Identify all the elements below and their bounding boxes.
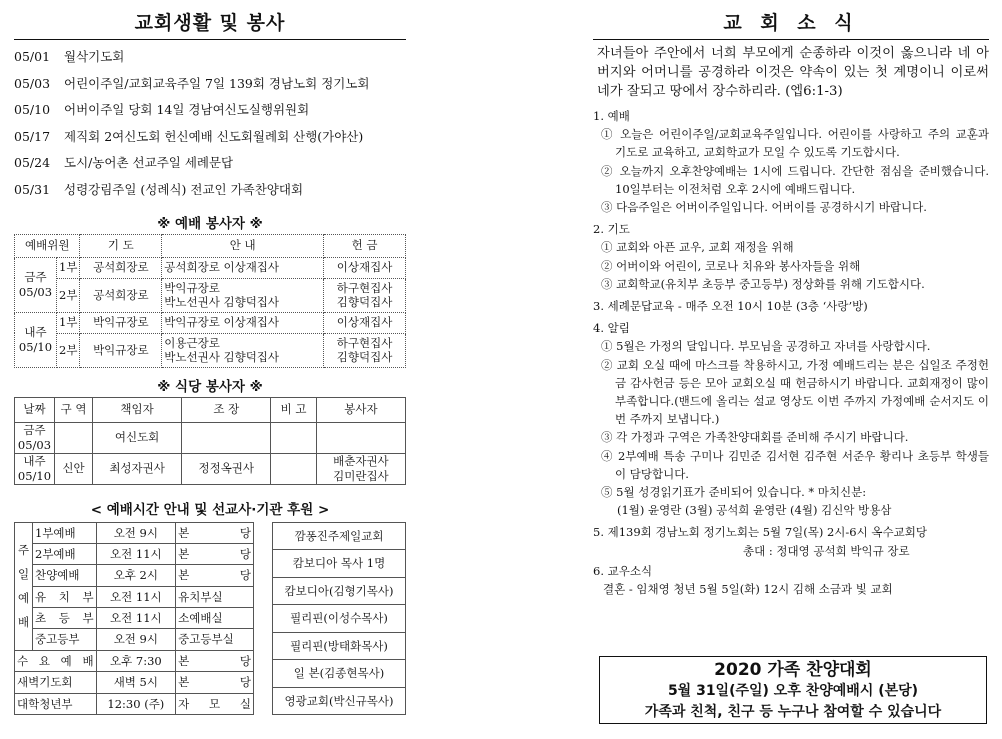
news-item-extra: 결혼 - 임채영 청년 5월 5일(화) 12시 김해 소금과 빛 교회 bbox=[603, 582, 893, 597]
section-heading: 5. 제139회 경남노회 정기노회는 5월 7일(목) 2시-6시 옥수교회당 bbox=[593, 525, 927, 540]
cafeteria-volunteers-title: ※ 식당 봉사자 ※ bbox=[157, 378, 263, 395]
service-times-area bbox=[14, 522, 406, 716]
church-news-title: 교 회 소 식 bbox=[593, 0, 989, 40]
news-item: ② 어버이와 어린이, 코로나 치유와 봉사자들을 위해 bbox=[601, 258, 861, 273]
schedule-row: 05/17 제직회 2여신도회 헌신예배 신도회월례회 산행(가야산) bbox=[14, 128, 364, 144]
service-times-title: < 예배시간 안내 및 선교사·기관 후원 > bbox=[90, 501, 330, 518]
news-item: ③ 각 가정과 구역은 가족찬양대회를 준비해 주시기 바랍니다. bbox=[601, 430, 909, 445]
mission-item: 일 본(김종현목사) bbox=[273, 660, 406, 688]
banner-invite: 가족과 친척, 친구 등 누구나 참여할 수 있습니다 bbox=[644, 704, 942, 720]
scripture-verse: 자녀들아 주안에서 너희 부모에게 순종하라 이것이 옳으니라 네 아버지와 어머니를 공경하라 이것은 약속이 있는 첫 계명이니 이로써 네가 잘되고 땅에서 장수하리라. (엡6:1-3) bbox=[597, 46, 989, 99]
worship-volunteers-table: 예배위원 기 도 안 내 헌 금 금주 05/03 1부 공석희장로 공석희장로 이상재집사 이상재집사 2부 공석희장로 박익규장로 박노선권사 김향덕집사 하구현집사 김향덕집사 내주 05/10 1부 박익규장로 박익규장로 이상재집사 이상재집사 2부 박익규장로 이용근장로 박노선권사 김향덕집사 하구현집사 김향덕집사 bbox=[14, 234, 406, 368]
schedule-row: 05/24 도시/농어촌 선교주일 세례문답 bbox=[14, 155, 234, 171]
news-section bbox=[593, 297, 989, 315]
mission-item: 캄보디아(김형기목사) bbox=[273, 577, 406, 605]
news-section bbox=[593, 523, 989, 559]
news-item-extra: 총대 : 정대영 공석희 박익규 장로 bbox=[743, 543, 910, 558]
news-item: ④ 2부예배 특송 구미나 김민준 김서현 김주현 서준우 황리나 초등부 학생들이 담당합니다. bbox=[601, 448, 989, 481]
mission-item: 필리핀(방태화목사) bbox=[273, 632, 406, 660]
family-concert-banner bbox=[599, 656, 987, 724]
news-item: ③ 다음주일은 어버이주일입니다. 어버이를 공경하시기 바랍니다. bbox=[601, 200, 927, 215]
schedule-row: 05/03 어린이주일/교회교육주일 7일 139회 경남노회 정기노회 bbox=[14, 75, 370, 91]
news-item-extra: (1월) 윤영란 (3월) 공석희 윤영란 (4월) 김신악 방용삼 bbox=[617, 503, 892, 518]
news-item: ② 교회 오실 때에 마스크를 착용하시고, 가정 예배드리는 분은 십일조 주정헌금 감사헌금 등은 모아 교회오실 때 헌금하시기 바랍니다. 교회재정이 많이 부족합니다.(밴드에 올리는 설교 영상도 이번 주까지 가정예배 순서지도 이번 주까지 보냅니다.) bbox=[601, 357, 989, 427]
schedule-row: 05/10 어버이주일 당회 14일 경남여신도실행위원회 bbox=[14, 102, 310, 118]
news-item: ① 5월은 가정의 달입니다. 부모님을 공경하고 자녀를 사랑합시다. bbox=[601, 339, 931, 354]
news-item: ⑤ 5월 성경읽기표가 준비되어 있습니다. * 마치신분: bbox=[601, 485, 867, 500]
news-section bbox=[593, 107, 989, 216]
left-page bbox=[14, 0, 406, 739]
section-heading: 4. 알림 bbox=[593, 321, 630, 336]
schedule-row: 05/31 성령강림주일 (성례식) 전교인 가족찬양대회 bbox=[14, 181, 304, 197]
mission-support-table bbox=[272, 522, 406, 716]
church-life-title: 교회생활 및 봉사 bbox=[14, 0, 406, 40]
news-item: ① 오늘은 어린이주일/교회교육주일입니다. 어린이를 사랑하고 주의 교훈과 기도로 교육하고, 교회학교가 모일 수 있도록 기도합시다. bbox=[601, 127, 989, 160]
schedule-row: 05/01 월삭기도회 bbox=[14, 49, 125, 64]
news-section bbox=[593, 319, 989, 519]
news-section bbox=[593, 220, 989, 293]
monthly-schedule bbox=[14, 44, 406, 204]
banner-time: 5월 31일(주일) 오후 찬양예배시 (본당) bbox=[667, 683, 919, 699]
news-item: ② 오늘까지 오후찬양예배는 1시에 드립니다. 간단한 점심을 준비했습니다. 10일부터는 이전처럼 오후 2시에 예배드립니다. bbox=[601, 163, 989, 196]
section-heading: 1. 예배 bbox=[593, 109, 630, 123]
right-page bbox=[593, 0, 989, 739]
cafeteria-volunteers-table: 날짜 구 역 책임자 조 장 비 고 봉사자 금주 05/03 여신도회 내주 05/10 신안 최성자권사 정정옥권사 배춘자권사 김미란집사 bbox=[14, 397, 406, 485]
banner-title: 2020 가족 찬양대회 bbox=[714, 660, 872, 680]
mission-item: 영광교회(박신규목사) bbox=[273, 687, 406, 715]
mission-item: 캄보디아 목사 1명 bbox=[273, 550, 406, 578]
service-times-table: 주 일 예 배 1부예배 오전 9시 본 당 2부예배 오전 11시 본 당 찬양예배 오후 2시 본 당 유 치 부 오전 11시 유치부실 초 등 부 오전 11시 소예배실 중고등부 오전 9시 중고등부실 수 요 예 배 오후 7:30 본 당 새벽기도회 새벽 5시 본 당 대학청년부 12:30 (주) 자 모 실 bbox=[14, 522, 254, 716]
news-section bbox=[593, 562, 989, 598]
news-item: ① 교회와 아픈 교우, 교회 재정을 위해 bbox=[601, 240, 794, 255]
mission-item: 필리핀(이성수목사) bbox=[273, 605, 406, 633]
worship-volunteers-title: ※ 예배 봉사자 ※ bbox=[157, 215, 263, 232]
section-heading: 3. 세례문답교육 - 매주 오전 10시 10분 (3층 ‘사랑’방) bbox=[593, 299, 868, 314]
mission-item: 깜퐁진주제일교회 bbox=[273, 522, 406, 550]
news-item: ③ 교회학교(유치부 초등부 중고등부) 정상화를 위해 기도합시다. bbox=[601, 276, 925, 291]
section-heading: 6. 교우소식 bbox=[593, 563, 653, 578]
section-heading: 2. 기도 bbox=[593, 222, 630, 237]
